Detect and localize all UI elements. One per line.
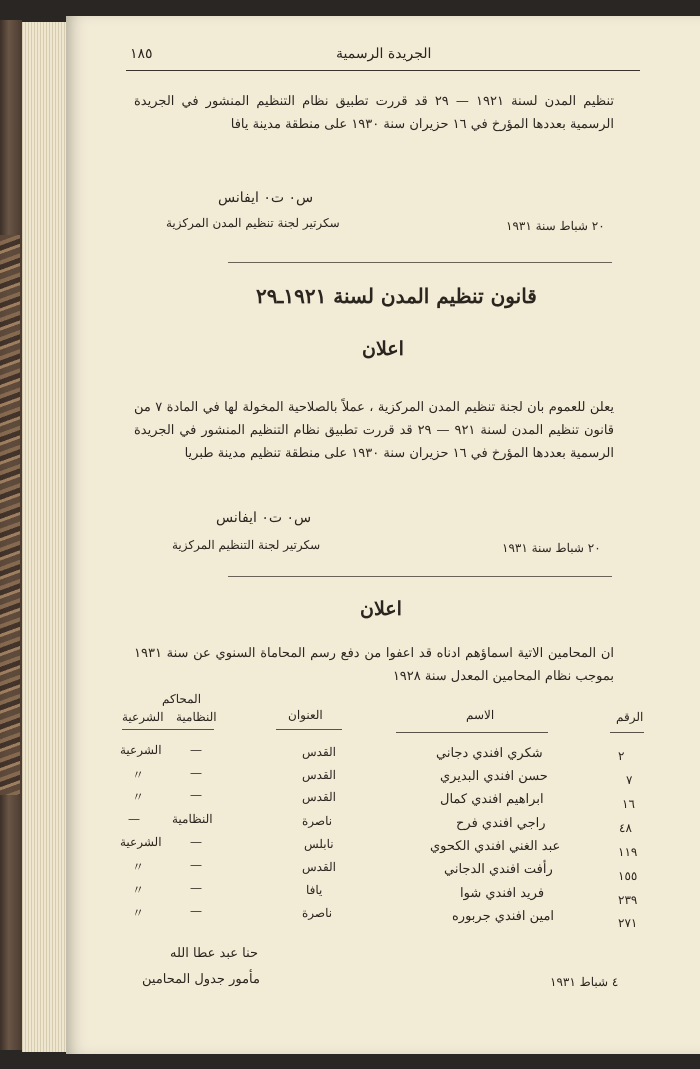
col-civil: النظامية bbox=[176, 710, 217, 724]
row-civil: — bbox=[190, 858, 202, 872]
row-civil: — bbox=[190, 743, 202, 757]
col-number: الرقم bbox=[616, 710, 644, 724]
law-subtitle: اعلان bbox=[362, 338, 404, 360]
row-address: القدس bbox=[302, 768, 337, 782]
row-number: ٢ bbox=[618, 749, 625, 763]
row-name: حسن افندي البديري bbox=[440, 769, 548, 784]
row-civil: — bbox=[190, 904, 202, 918]
row-sharia: الشرعية bbox=[120, 743, 162, 757]
notice1-date: ٢٠ شباط سنة ١٩٣١ bbox=[506, 219, 605, 233]
law-title: قانون تنظيم المدن لسنة ١٩٢١ـ٢٩ bbox=[256, 284, 537, 308]
row-address: القدس bbox=[302, 745, 337, 759]
header-rule bbox=[126, 70, 640, 71]
row-address: القدس bbox=[302, 860, 337, 874]
row-name: شكري افندي دجاني bbox=[436, 746, 543, 761]
row-number: ٤٨ bbox=[619, 821, 632, 835]
row-civil: — bbox=[190, 835, 202, 849]
row-sharia: 〃 bbox=[132, 790, 145, 804]
notice1-signer-title: سكرتير لجنة تنظيم المدن المركزية bbox=[166, 216, 340, 230]
col-sharia: الشرعية bbox=[122, 710, 164, 724]
col-name: الاسم bbox=[466, 708, 495, 722]
section-separator bbox=[228, 262, 612, 263]
marbled-edge bbox=[0, 235, 20, 795]
row-name: ابراهيم افندي كمال bbox=[440, 792, 544, 807]
notice2-signer-title: مأمور جدول المحامين bbox=[142, 972, 260, 987]
page-number: ١٨٥ bbox=[130, 46, 153, 62]
law-text: يعلن للعموم بان لجنة تنظيم المدن المركزية ، عملاً بالصلاحية المخولة لها في المادة ٧ من قانون تنظيم المدن لسنة ٩٢١ — ٢٩ قد قررت تطبيق نظام التنظيم المنشور في الجريدة الرسمية بعددها المؤرخ في ١٦ حزيران سنة ١٩٣٠ على منطقة تنظيم مدينة طبريا bbox=[134, 400, 615, 461]
row-address: ناصرة bbox=[302, 814, 333, 828]
notice2-signer: حنا عبد عطا الله bbox=[170, 946, 259, 961]
row-civil: — bbox=[190, 788, 202, 802]
col-courts: المحاكم bbox=[162, 692, 202, 706]
gazette-page bbox=[66, 16, 700, 1054]
row-name: فريد افندي شوا bbox=[460, 886, 545, 901]
row-address: يافا bbox=[306, 883, 323, 897]
row-address: نابلس bbox=[304, 837, 334, 851]
row-name: رأفت افندي الدجاني bbox=[444, 862, 553, 877]
row-number: ١١٩ bbox=[618, 845, 638, 859]
row-number: ١٥٥ bbox=[618, 869, 638, 883]
notice2-date: ٤ شباط ١٩٣١ bbox=[550, 975, 619, 989]
notice1-text: تنظيم المدن لسنة ١٩٢١ — ٢٩ قد قررت تطبيق نظام التنظيم المنشور في الجريدة الرسمية بعددها المؤرخ في ١٦ حزيران سنة ١٩٣٠ على منطقة مدينة يافا bbox=[134, 94, 615, 132]
row-sharia: 〃 bbox=[132, 860, 145, 874]
row-number: ٢٣٩ bbox=[618, 893, 638, 907]
row-sharia: — bbox=[128, 812, 140, 826]
row-name: راجي افندي فرح bbox=[456, 816, 546, 831]
row-number: ١٦ bbox=[622, 797, 635, 811]
law-signer: س٠ ت٠ ايفانس bbox=[216, 510, 312, 526]
column-rule bbox=[610, 732, 644, 733]
row-address: القدس bbox=[302, 790, 337, 804]
row-name: عبد الغني افندي الكحوي bbox=[430, 839, 561, 854]
notice2-text: ان المحامين الاتية اسماؤهم ادناه قد اعفوا من دفع رسم المحاماة السنوي عن سنة ١٩٣١ بموجب نظام المحامين المعدل سنة ١٩٢٨ bbox=[134, 646, 614, 684]
row-number: ٧ bbox=[626, 773, 633, 787]
row-civil: النظامية bbox=[172, 812, 213, 826]
row-civil: — bbox=[190, 881, 202, 895]
notice2-title: اعلان bbox=[360, 598, 402, 620]
law-signer-title: سكرتير لجنة التنظيم المركزية bbox=[172, 538, 321, 552]
law-date: ٢٠ شباط سنة ١٩٣١ bbox=[502, 541, 601, 555]
col-address: العنوان bbox=[288, 708, 323, 722]
column-rule bbox=[396, 732, 548, 733]
notice1-signer: س٠ ت٠ ايفانس bbox=[218, 190, 314, 206]
page-edges bbox=[22, 22, 70, 1052]
column-rule bbox=[276, 729, 342, 730]
row-name: امين افندي جربوره bbox=[452, 909, 555, 924]
gazette-title: الجريدة الرسمية bbox=[336, 46, 432, 62]
row-sharia: 〃 bbox=[132, 906, 145, 920]
row-number: ٢٧١ bbox=[618, 916, 638, 930]
section-separator bbox=[228, 576, 612, 577]
row-sharia: 〃 bbox=[132, 883, 145, 897]
row-sharia: 〃 bbox=[132, 768, 145, 782]
row-address: ناصرة bbox=[302, 906, 333, 920]
row-sharia: الشرعية bbox=[120, 835, 162, 849]
row-civil: — bbox=[190, 766, 202, 780]
column-rule bbox=[122, 729, 214, 730]
